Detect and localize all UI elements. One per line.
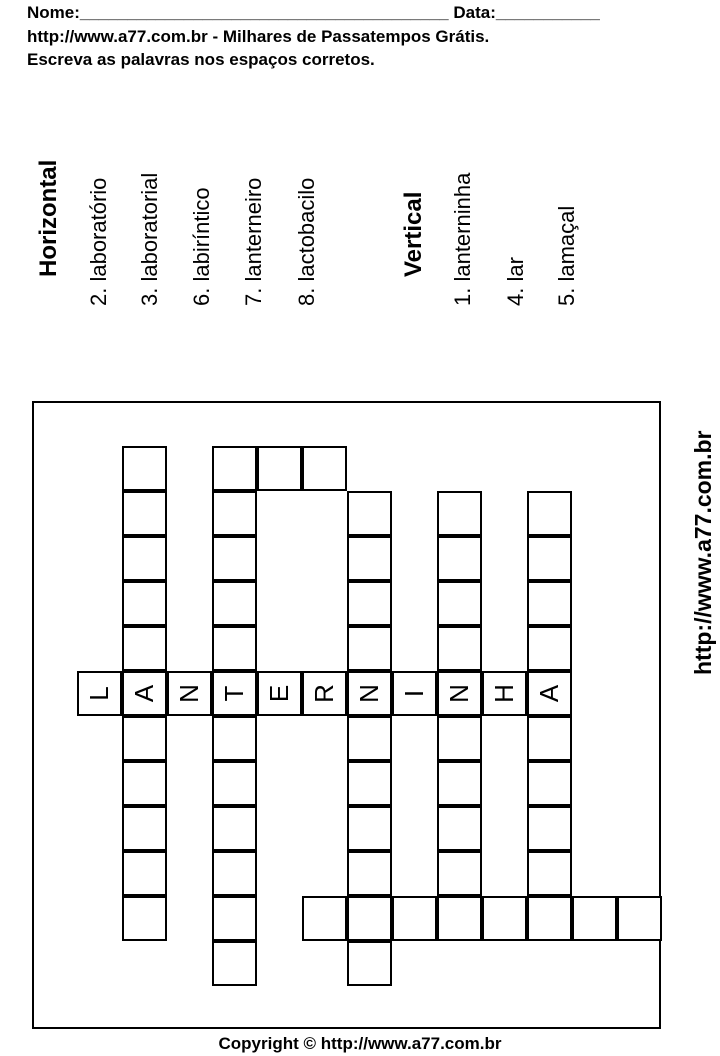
grid-cell[interactable] — [122, 896, 167, 941]
grid-cell[interactable] — [527, 491, 572, 536]
grid-cell[interactable] — [302, 446, 347, 491]
clue-horizontal-3: 3. laboratorial — [137, 172, 162, 306]
grid-cell[interactable] — [482, 896, 527, 941]
grid-cell[interactable] — [527, 716, 572, 761]
clue-horizontal-8: 8. lactobacilo — [294, 177, 319, 306]
grid-cell[interactable] — [122, 806, 167, 851]
grid-cell[interactable] — [122, 446, 167, 491]
grid-cell[interactable] — [122, 491, 167, 536]
grid-cell[interactable] — [122, 581, 167, 626]
grid-cell[interactable] — [167, 671, 212, 716]
site-line[interactable]: http://www.a77.com.br - Milhares de Passatempos Grátis. — [27, 27, 490, 46]
grid-cell[interactable] — [347, 761, 392, 806]
grid-cell[interactable] — [617, 896, 662, 941]
side-url[interactable]: http://www.a77.com.br — [690, 430, 716, 675]
grid-letter: A — [534, 684, 564, 703]
grid-cell[interactable] — [347, 491, 392, 536]
grid-cell[interactable] — [122, 626, 167, 671]
grid-letter: N — [444, 684, 474, 703]
grid-cell[interactable] — [347, 671, 392, 716]
grid-letter: N — [174, 684, 204, 703]
grid-cell[interactable] — [302, 671, 347, 716]
name-date-line: Nome:_______________________________________ Data:___________ — [27, 3, 600, 22]
grid-cell[interactable] — [212, 761, 257, 806]
copyright: Copyright © http://www.a77.com.br — [218, 1034, 502, 1053]
clue-vertical-1: 1. lanterninha — [450, 172, 475, 306]
grid-letter: N — [354, 684, 384, 703]
grid-cell[interactable] — [482, 671, 527, 716]
grid-cell[interactable] — [347, 536, 392, 581]
grid-cell[interactable] — [527, 896, 572, 941]
grid-cell[interactable] — [572, 896, 617, 941]
grid-cell[interactable] — [122, 536, 167, 581]
grid-cell[interactable] — [212, 716, 257, 761]
grid-cell[interactable] — [347, 806, 392, 851]
instructions: Escreva as palavras nos espaços corretos. — [27, 50, 375, 69]
grid-cell[interactable] — [212, 446, 257, 491]
grid-cell[interactable] — [212, 806, 257, 851]
grid-cell[interactable] — [437, 761, 482, 806]
grid-cell[interactable] — [347, 941, 392, 986]
grid-cell[interactable] — [437, 536, 482, 581]
grid-cell[interactable] — [437, 581, 482, 626]
grid-cell[interactable] — [527, 761, 572, 806]
grid-cell[interactable] — [527, 536, 572, 581]
grid-cell[interactable] — [347, 626, 392, 671]
grid-cell[interactable] — [122, 851, 167, 896]
grid-letter: T — [219, 685, 249, 702]
grid-cell[interactable] — [527, 671, 572, 716]
grid-letter: A — [129, 684, 159, 703]
grid-cell[interactable] — [77, 671, 122, 716]
grid-cell[interactable] — [527, 581, 572, 626]
grid-cell[interactable] — [347, 851, 392, 896]
grid-cell[interactable] — [437, 896, 482, 941]
clue-vertical-4: 4. lar — [503, 257, 528, 306]
grid-cell[interactable] — [527, 851, 572, 896]
vertical-title: Vertical — [400, 191, 427, 277]
grid-cell[interactable] — [212, 896, 257, 941]
grid-letter: H — [489, 684, 519, 703]
grid-cell[interactable] — [347, 581, 392, 626]
grid-cell[interactable] — [257, 671, 302, 716]
grid-cell[interactable] — [392, 671, 437, 716]
grid-cell[interactable] — [212, 851, 257, 896]
grid-cell[interactable] — [437, 626, 482, 671]
grid-cell[interactable] — [437, 806, 482, 851]
clue-horizontal-7: 7. lanterneiro — [241, 177, 266, 306]
grid-cell[interactable] — [437, 491, 482, 536]
grid-cell[interactable] — [527, 626, 572, 671]
grid-cell[interactable] — [347, 896, 392, 941]
grid-cell[interactable] — [437, 671, 482, 716]
grid-cell[interactable] — [212, 671, 257, 716]
grid-letter: I — [399, 689, 429, 698]
grid-cell[interactable] — [257, 446, 302, 491]
grid-cell[interactable] — [122, 761, 167, 806]
grid-cell[interactable] — [347, 716, 392, 761]
grid-cell[interactable] — [392, 896, 437, 941]
horizontal-title: Horizontal — [35, 159, 62, 277]
grid-cell[interactable] — [122, 671, 167, 716]
clue-vertical-5: 5. lamaçal — [554, 205, 579, 306]
grid-letter: R — [309, 684, 339, 703]
grid-cell[interactable] — [212, 941, 257, 986]
clue-horizontal-6: 6. labiríntico — [189, 187, 214, 306]
grid-cell[interactable] — [302, 896, 347, 941]
grid-cell[interactable] — [212, 491, 257, 536]
grid-cell[interactable] — [212, 536, 257, 581]
grid-cell[interactable] — [437, 716, 482, 761]
grid-cell[interactable] — [122, 716, 167, 761]
grid-cell[interactable] — [437, 851, 482, 896]
grid-cell[interactable] — [212, 626, 257, 671]
clue-horizontal-2: 2. laboratório — [86, 177, 111, 306]
grid-letter: L — [84, 686, 114, 701]
grid-cell[interactable] — [212, 581, 257, 626]
grid-cell[interactable] — [527, 806, 572, 851]
grid-letter: E — [264, 684, 294, 703]
